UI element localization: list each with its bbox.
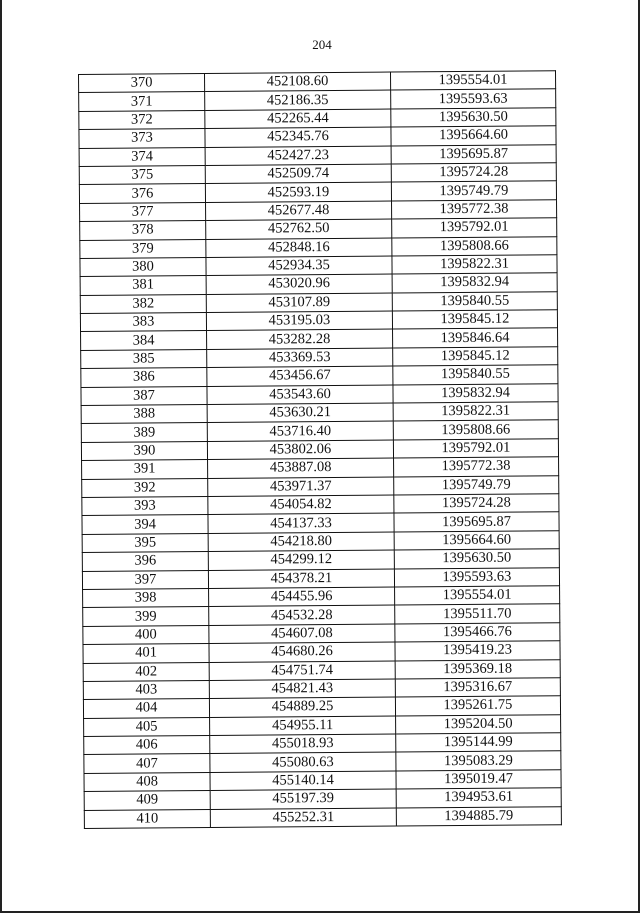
x-coordinate-cell: 452509.74: [205, 164, 391, 184]
point-number-cell: 401: [83, 644, 209, 663]
coordinate-table-body: [79, 71, 562, 829]
y-coordinate-cell: 1395808.66: [392, 236, 557, 256]
y-coordinate-cell: 1395695.87: [394, 512, 559, 532]
point-number-cell: 371: [79, 92, 205, 111]
point-number-cell: 383: [80, 313, 206, 332]
x-coordinate-cell: 455140.14: [210, 771, 396, 791]
point-number-cell: 375: [79, 165, 205, 184]
y-coordinate-cell: 1395554.01: [395, 586, 560, 606]
x-coordinate-cell: 452427.23: [205, 146, 391, 166]
point-number-cell: 378: [80, 221, 206, 240]
point-number-cell: 386: [81, 368, 207, 387]
x-coordinate-cell: 453282.28: [207, 330, 393, 350]
y-coordinate-cell: 1395749.79: [391, 181, 556, 201]
x-coordinate-cell: 452677.48: [206, 201, 392, 221]
point-number-cell: 395: [82, 533, 208, 552]
y-coordinate-cell: 1395204.50: [396, 714, 561, 734]
point-number-cell: 388: [81, 405, 207, 424]
y-coordinate-cell: 1395316.67: [395, 678, 560, 698]
x-coordinate-cell: 453456.67: [207, 366, 393, 386]
y-coordinate-cell: 1395792.01: [392, 218, 557, 238]
x-coordinate-cell: 454455.96: [209, 587, 395, 607]
point-number-cell: 404: [83, 699, 209, 718]
y-coordinate-cell: 1395466.76: [395, 622, 560, 642]
y-coordinate-cell: 1395792.01: [393, 439, 558, 459]
x-coordinate-cell: 453543.60: [207, 385, 393, 405]
y-coordinate-cell: 1395772.38: [392, 199, 557, 219]
point-number-cell: 406: [84, 736, 210, 755]
point-number-cell: 408: [84, 772, 210, 791]
point-number-cell: 392: [82, 478, 208, 497]
point-number-cell: 390: [81, 441, 207, 460]
point-number-cell: 396: [82, 552, 208, 571]
x-coordinate-cell: 452345.76: [205, 127, 391, 147]
x-coordinate-cell: 454532.28: [209, 605, 395, 625]
point-number-cell: 376: [79, 184, 205, 203]
x-coordinate-cell: 453802.06: [207, 440, 393, 460]
y-coordinate-cell: 1395083.29: [396, 751, 561, 771]
y-coordinate-cell: 1395144.99: [396, 733, 561, 753]
x-coordinate-cell: 452934.35: [206, 256, 392, 276]
point-number-cell: 394: [82, 515, 208, 534]
point-number-cell: 381: [80, 276, 206, 295]
point-number-cell: 400: [83, 625, 209, 644]
point-number-cell: 399: [83, 607, 209, 626]
y-coordinate-cell: 1395846.64: [393, 328, 558, 348]
point-number-cell: 391: [82, 460, 208, 479]
y-coordinate-cell: 1395840.55: [392, 291, 557, 311]
x-coordinate-cell: 455197.39: [210, 789, 396, 809]
y-coordinate-cell: 1395772.38: [394, 457, 559, 477]
x-coordinate-cell: 452593.19: [205, 182, 391, 202]
point-number-cell: 387: [81, 386, 207, 405]
y-coordinate-cell: 1395664.60: [394, 531, 559, 551]
y-coordinate-cell: 1394953.61: [396, 788, 561, 808]
x-coordinate-cell: 453195.03: [206, 311, 392, 331]
page-number: 204: [312, 37, 332, 52]
y-coordinate-cell: 1395593.63: [391, 89, 556, 109]
point-number-cell: 397: [82, 570, 208, 589]
point-number-cell: 379: [80, 239, 206, 258]
y-coordinate-cell: 1395724.28: [394, 494, 559, 514]
point-number-cell: 374: [79, 147, 205, 166]
table-row: [84, 806, 561, 828]
x-coordinate-cell: 453630.21: [207, 403, 393, 423]
x-coordinate-cell: 454299.12: [208, 550, 394, 570]
y-coordinate-cell: 1395832.94: [393, 383, 558, 403]
point-number-cell: 385: [81, 349, 207, 368]
x-coordinate-cell: 455252.31: [210, 808, 396, 828]
y-coordinate-cell: 1395749.79: [394, 475, 559, 495]
x-coordinate-cell: 455080.63: [210, 752, 396, 772]
x-coordinate-cell: 453107.89: [206, 293, 392, 313]
point-number-cell: 410: [84, 809, 210, 828]
point-number-cell: 403: [83, 680, 209, 699]
x-coordinate-cell: 452848.16: [206, 238, 392, 258]
x-coordinate-cell: 453716.40: [207, 421, 393, 441]
x-coordinate-cell: 454889.25: [209, 697, 395, 717]
point-number-cell: 407: [84, 754, 210, 773]
x-coordinate-cell: 454137.33: [208, 513, 394, 533]
y-coordinate-cell: 1395845.12: [392, 310, 557, 330]
y-coordinate-cell: 1395369.18: [395, 659, 560, 679]
y-coordinate-cell: 1395695.87: [391, 144, 556, 164]
point-number-cell: 393: [82, 496, 208, 515]
point-number-cell: 377: [80, 202, 206, 221]
x-coordinate-cell: 452762.50: [206, 219, 392, 239]
point-number-cell: 389: [81, 423, 207, 442]
point-number-cell: 409: [84, 791, 210, 810]
x-coordinate-cell: 453369.53: [207, 348, 393, 368]
y-coordinate-cell: 1395554.01: [390, 71, 555, 91]
y-coordinate-cell: 1395845.12: [393, 347, 558, 367]
coordinate-table: [78, 70, 562, 829]
y-coordinate-cell: 1395832.94: [392, 273, 557, 293]
y-coordinate-cell: 1395724.28: [391, 163, 556, 183]
y-coordinate-cell: 1395630.50: [391, 108, 556, 128]
point-number-cell: 402: [83, 662, 209, 681]
point-number-cell: 382: [80, 294, 206, 313]
x-coordinate-cell: 453887.08: [208, 458, 394, 478]
x-coordinate-cell: 452186.35: [205, 90, 391, 110]
x-coordinate-cell: 454751.74: [209, 661, 395, 681]
x-coordinate-cell: 454607.08: [209, 624, 395, 644]
x-coordinate-cell: 453020.96: [206, 274, 392, 294]
x-coordinate-cell: 454821.43: [209, 679, 395, 699]
point-number-cell: 373: [79, 129, 205, 148]
x-coordinate-cell: 454378.21: [208, 569, 394, 589]
point-number-cell: 398: [83, 588, 209, 607]
y-coordinate-cell: 1395630.50: [394, 549, 559, 569]
y-coordinate-cell: 1395822.31: [393, 402, 558, 422]
y-coordinate-cell: 1395511.70: [395, 604, 560, 624]
y-coordinate-cell: 1395808.66: [393, 420, 558, 440]
y-coordinate-cell: 1395419.23: [395, 641, 560, 661]
y-coordinate-cell: 1395840.55: [393, 365, 558, 385]
x-coordinate-cell: 454218.80: [208, 532, 394, 552]
y-coordinate-cell: 1395019.47: [396, 770, 561, 790]
x-coordinate-cell: 454955.11: [210, 716, 396, 736]
y-coordinate-cell: 1395593.63: [394, 567, 559, 587]
x-coordinate-cell: 453971.37: [208, 477, 394, 497]
point-number-cell: 372: [79, 110, 205, 129]
point-number-cell: 405: [84, 717, 210, 736]
y-coordinate-cell: 1395261.75: [395, 696, 560, 716]
x-coordinate-cell: 452108.60: [205, 72, 391, 92]
point-number-cell: 370: [79, 74, 205, 93]
y-coordinate-cell: 1394885.79: [396, 806, 561, 826]
x-coordinate-cell: 454054.82: [208, 495, 394, 515]
x-coordinate-cell: 455018.93: [210, 734, 396, 754]
x-coordinate-cell: 452265.44: [205, 109, 391, 129]
y-coordinate-cell: 1395822.31: [392, 255, 557, 275]
y-coordinate-cell: 1395664.60: [391, 126, 556, 146]
x-coordinate-cell: 454680.26: [209, 642, 395, 662]
point-number-cell: 380: [80, 257, 206, 276]
point-number-cell: 384: [81, 331, 207, 350]
